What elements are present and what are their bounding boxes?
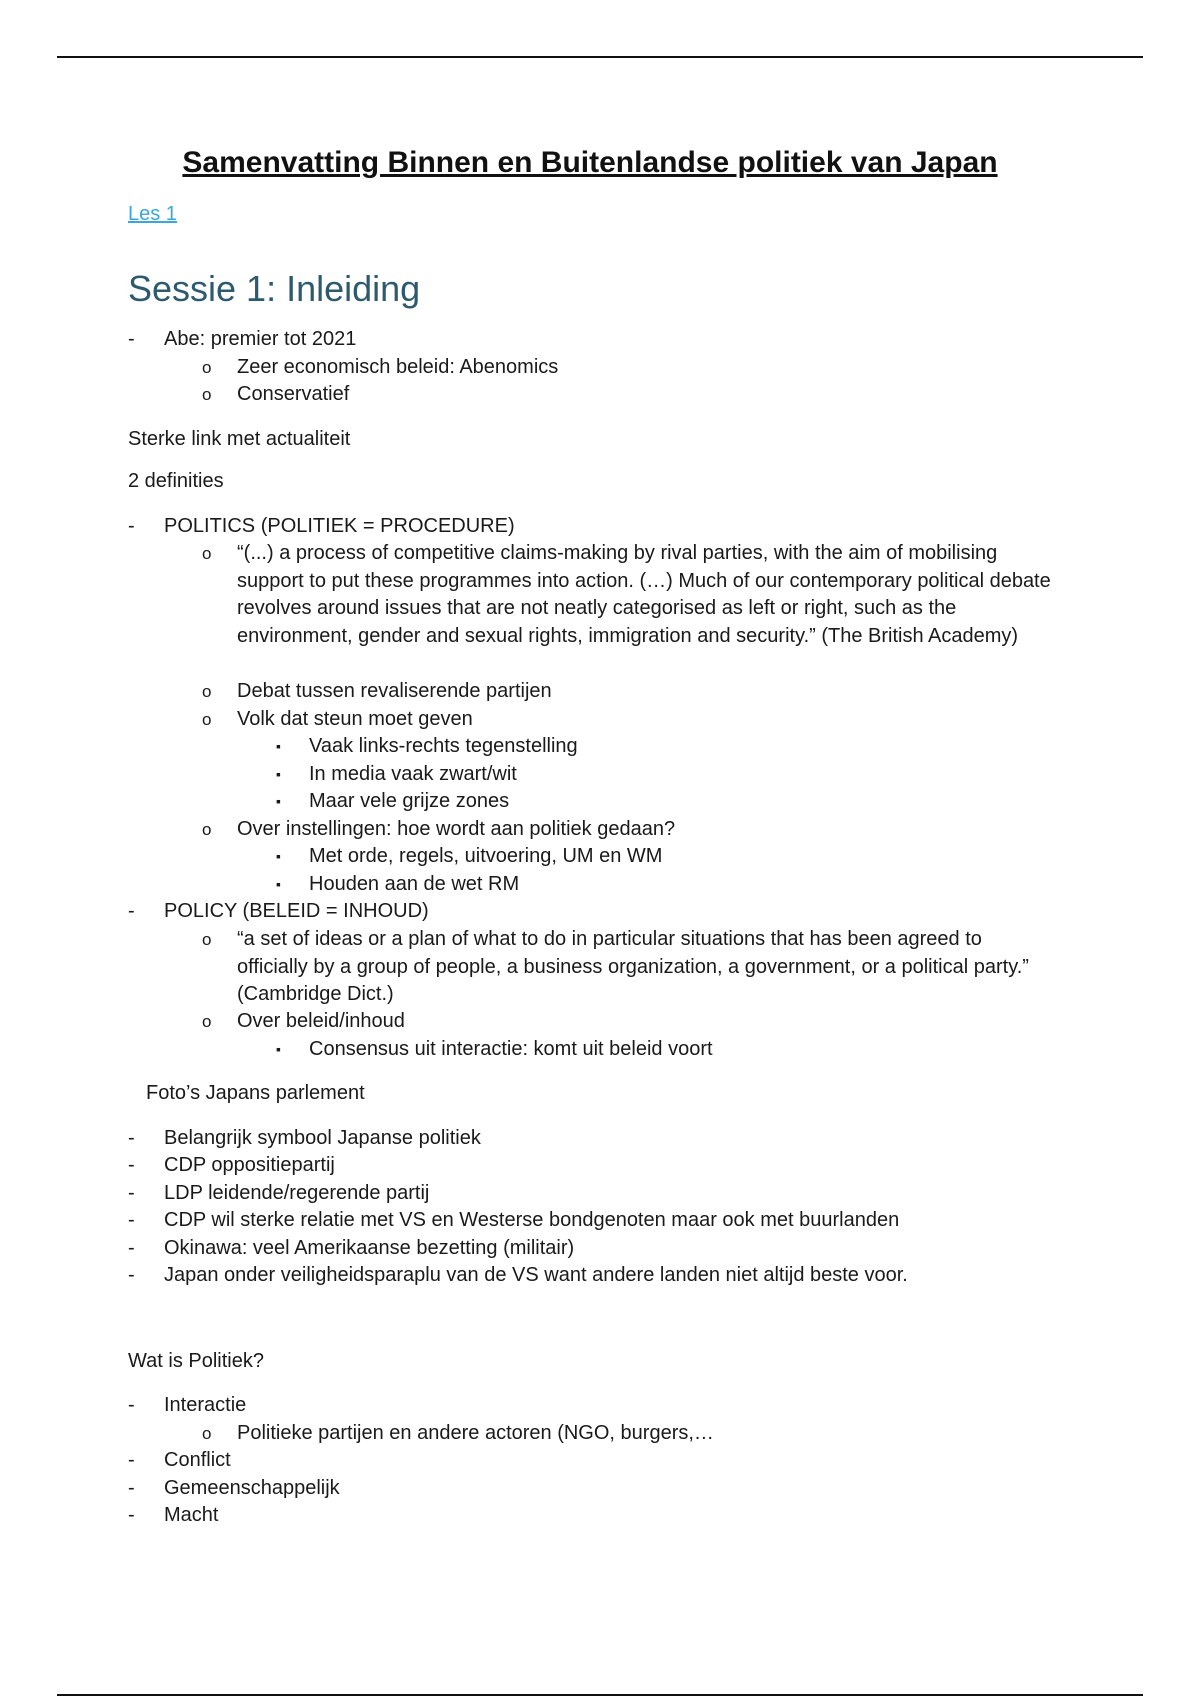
- circle-bullet-icon: o: [202, 385, 212, 404]
- list-item: Interactie: [164, 1394, 247, 1416]
- dash-bullet-icon: -: [128, 1264, 135, 1286]
- list-item: POLITICS (POLITIEK = PROCEDURE): [164, 515, 515, 537]
- dash-bullet-icon: -: [128, 1127, 135, 1149]
- list-item: CDP wil sterke relatie met VS en Westerse bondgenoten maar ook met buurlanden: [164, 1209, 900, 1231]
- paragraph: Foto’s Japans parlement: [146, 1082, 365, 1104]
- circle-bullet-icon: o: [202, 1012, 212, 1031]
- circle-bullet-icon: o: [202, 358, 212, 377]
- list-item: Vaak links-rechts tegenstelling: [309, 735, 578, 757]
- list-item: Consensus uit interactie: komt uit beleid voort: [309, 1038, 713, 1060]
- paragraph: Wat is Politiek?: [128, 1350, 264, 1372]
- list-item: Abe: premier tot 2021: [164, 328, 357, 350]
- dash-bullet-icon: -: [128, 900, 135, 922]
- circle-bullet-icon: o: [202, 544, 212, 563]
- dash-bullet-icon: -: [128, 515, 135, 537]
- section-heading: Sessie 1: Inleiding: [128, 268, 421, 309]
- dash-bullet-icon: -: [128, 1182, 135, 1204]
- list-item: Politieke partijen en andere actoren (NGO, burgers,…: [237, 1422, 714, 1444]
- list-item: Conflict: [164, 1449, 231, 1471]
- list-item: Belangrijk symbool Japanse politiek: [164, 1127, 481, 1149]
- square-bullet-icon: ▪: [276, 793, 281, 809]
- circle-bullet-icon: o: [202, 710, 212, 729]
- bottom-rule: [57, 1694, 1143, 1696]
- square-bullet-icon: ▪: [276, 876, 281, 892]
- circle-bullet-icon: o: [202, 682, 212, 701]
- list-item: CDP oppositiepartij: [164, 1154, 335, 1176]
- dash-bullet-icon: -: [128, 1209, 135, 1231]
- square-bullet-icon: ▪: [276, 738, 281, 754]
- list-item: Houden aan de wet RM: [309, 873, 520, 895]
- les-1-link[interactable]: Les 1: [128, 203, 177, 225]
- paragraph: Sterke link met actualiteit: [128, 428, 351, 450]
- dash-bullet-icon: -: [128, 1477, 135, 1499]
- list-item: Met orde, regels, uitvoering, UM en WM: [309, 845, 663, 867]
- document-title: Samenvatting Binnen en Buitenlandse politiek van Japan: [182, 146, 998, 179]
- dash-bullet-icon: -: [128, 1449, 135, 1471]
- list-item: Gemeenschappelijk: [164, 1477, 340, 1499]
- list-item: Debat tussen revaliserende partijen: [237, 680, 552, 702]
- dash-bullet-icon: -: [128, 1504, 135, 1526]
- list-item: Okinawa: veel Amerikaanse bezetting (militair): [164, 1237, 575, 1259]
- dash-bullet-icon: -: [128, 1394, 135, 1416]
- circle-bullet-icon: o: [202, 1424, 212, 1443]
- list-item: Volk dat steun moet geven: [237, 708, 473, 730]
- dash-bullet-icon: -: [128, 328, 135, 350]
- paragraph: 2 definities: [128, 470, 224, 492]
- square-bullet-icon: ▪: [276, 848, 281, 864]
- list-item: Zeer economisch beleid: Abenomics: [237, 356, 559, 378]
- list-item: Over instellingen: hoe wordt aan politiek gedaan?: [237, 818, 676, 840]
- list-item: LDP leidende/regerende partij: [164, 1182, 430, 1204]
- dash-bullet-icon: -: [128, 1237, 135, 1259]
- circle-bullet-icon: o: [202, 930, 212, 949]
- square-bullet-icon: ▪: [276, 766, 281, 782]
- list-item: POLICY (BELEID = INHOUD): [164, 900, 429, 922]
- list-item: Japan onder veiligheidsparaplu van de VS want andere landen niet altijd beste voor.: [164, 1264, 908, 1286]
- list-item: Macht: [164, 1504, 219, 1526]
- quote-british-academy: “(...) a process of competitive claims-making by rival parties, with the aim of mobilising support to put these programmes into action. (…) Much of our contemporary political debate revolves around issues that are not neatly categorised as left or right, such as the environment, gender and sexual rights, immigration and security.” (The British Academy): [237, 542, 1051, 647]
- list-item: Conservatief: [237, 383, 350, 405]
- square-bullet-icon: ▪: [276, 1041, 281, 1057]
- quote-cambridge: “a set of ideas or a plan of what to do in particular situations that has been agreed to officially by a group of people, a business organization, a government, or a political party.” (Cambridge Dict.): [237, 928, 1029, 1005]
- dash-bullet-icon: -: [128, 1154, 135, 1176]
- top-rule: [57, 56, 1143, 58]
- list-item: Maar vele grijze zones: [309, 790, 510, 812]
- circle-bullet-icon: o: [202, 820, 212, 839]
- list-item: In media vaak zwart/wit: [309, 763, 517, 785]
- list-item: Over beleid/inhoud: [237, 1010, 405, 1032]
